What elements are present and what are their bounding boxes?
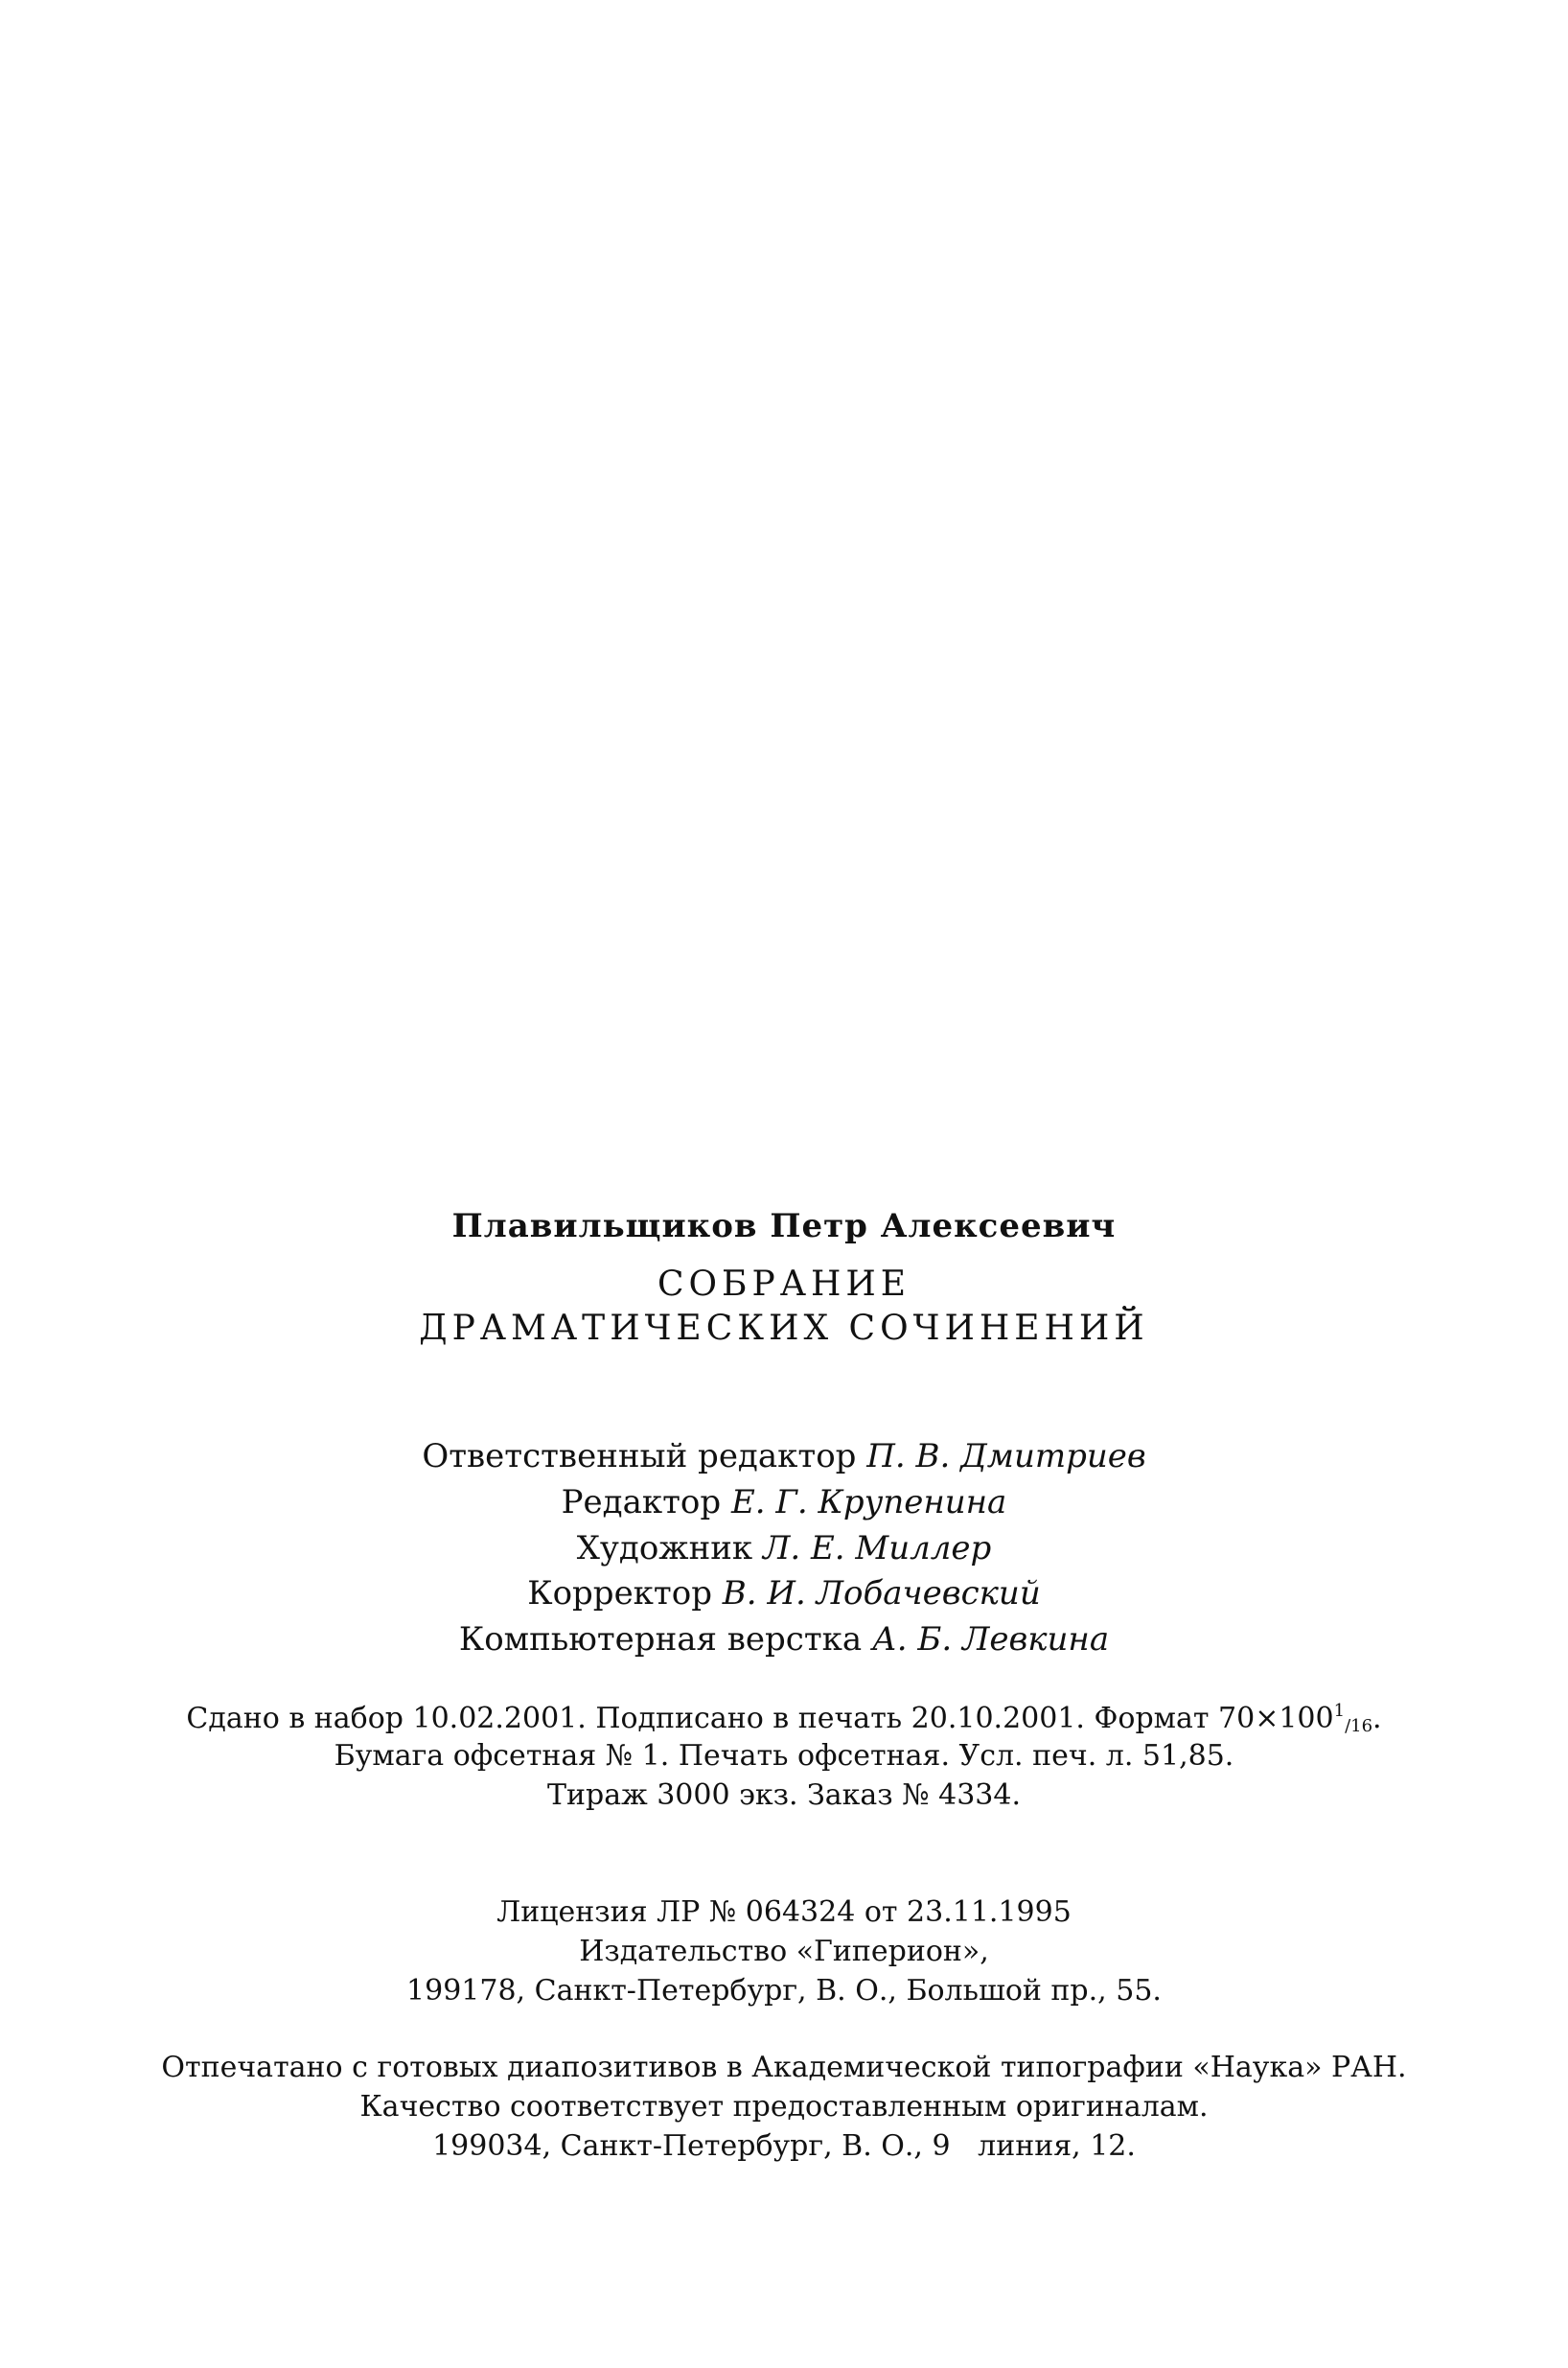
print-info-line-3: Тираж 3000 экз. Заказ № 4334.: [546, 1778, 1022, 1812]
credit-role: Ответственный редактор: [422, 1437, 857, 1475]
credit-proofreader: [0, 1574, 1568, 1613]
format-fraction-denominator: /16: [1345, 1716, 1373, 1736]
author-name: Плавильщиков Петр Алексеевич: [451, 1207, 1117, 1245]
book-title-line-1: СОБРАНИЕ: [657, 1265, 911, 1304]
book-title-line-2: ДРАМАТИЧЕСКИХ СОЧИНЕНИЙ: [419, 1309, 1149, 1348]
credit-person: В. И. Лобачевский: [722, 1574, 1041, 1613]
credit-person: Л. Е. Миллер: [762, 1529, 992, 1567]
credit-role: Редактор: [561, 1483, 722, 1521]
credit-role: Художник: [576, 1529, 753, 1567]
format-fraction-numerator: 1: [1333, 1701, 1346, 1721]
print-dates-format: Сдано в набор 10.02.2001. Подписано в печать 20.10.2001. Формат 70×100: [186, 1702, 1334, 1735]
credit-person: А. Б. Левкина: [871, 1620, 1110, 1659]
print-info-line-2: Бумага офсетная № 1. Печать офсетная. Усл. печ. л. 51,85.: [334, 1739, 1234, 1773]
format-end-period: .: [1372, 1702, 1382, 1735]
license-line-2: Издательство «Гиперион»,: [579, 1935, 989, 1968]
credit-person: Е. Г. Крупенина: [730, 1483, 1007, 1521]
credit-role: Корректор: [527, 1574, 712, 1613]
printer-line-2: Качество соответствует предоставленным оригиналам.: [359, 2090, 1209, 2124]
credit-role: Компьютерная верстка: [458, 1620, 863, 1659]
print-info-line-1: [0, 1703, 1568, 1735]
printer-line-1: Отпечатано с готовых диапозитивов в Академической типографии «Наука» РАН.: [161, 2051, 1407, 2084]
license-line-1: Лицензия ЛР № 064324 от 23.11.1995: [496, 1895, 1072, 1929]
credit-person: П. В. Дмитриев: [866, 1437, 1146, 1475]
credit-artist: [0, 1529, 1568, 1567]
credit-layout: [0, 1620, 1568, 1659]
license-line-3: 199178, Санкт-Петербург, В. О., Большой пр., 55.: [406, 1974, 1162, 2008]
printer-line-3: 199034, Санкт-Петербург, В. О., 9 линия, 12.: [432, 2129, 1136, 2163]
credit-editor: [0, 1483, 1568, 1521]
credit-responsible-editor: [0, 1437, 1568, 1475]
